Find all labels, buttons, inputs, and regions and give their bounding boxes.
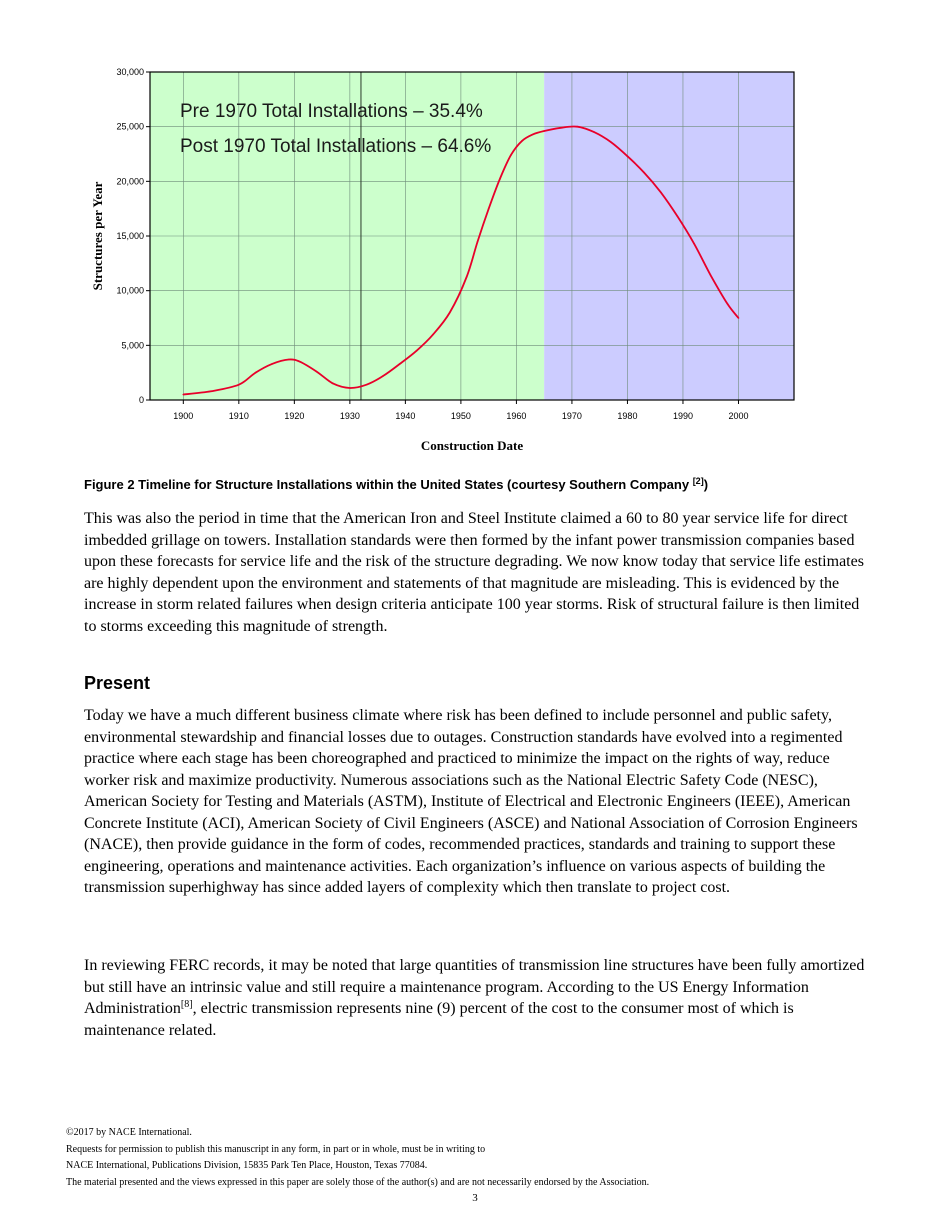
data-point	[382, 375, 384, 377]
y-tick-label: 20,000	[116, 176, 144, 187]
y-tick-label: 25,000	[116, 121, 144, 132]
data-point	[366, 384, 368, 386]
data-point	[399, 363, 401, 365]
data-point	[488, 208, 490, 210]
data-point	[416, 350, 418, 352]
annotation-pre-1970: Pre 1970 Total Installations – 35.4%	[180, 101, 483, 122]
data-point	[543, 130, 545, 132]
paragraph-service-life: This was also the period in time that the American Iron and Steel Institute claimed a 60 to 80 year service life for direct imbedded grillage on towers. Installation standards were then formed by the infant power transmission companies based upon these forecasts for service life and the risk of the structure degrading. We now know today that service life estimates are highly dependent upon the environment and statements of that magnitude are misleading. This is evidenced by the increase in storm related failures when design criteria anticipate 100 year storms. Risk of structural failure is then limited to storms exceeding this magnitude of strength.	[84, 510, 864, 635]
x-tick-label: 1900	[173, 411, 194, 421]
data-point	[449, 312, 451, 314]
x-tick-label: 1930	[339, 411, 360, 421]
footer-address: NACE International, Publications Division, 15835 Park Ten Place, Houston, Texas 77084.	[66, 1160, 428, 1172]
data-point	[477, 241, 479, 243]
x-axis-label: Construction Date	[420, 438, 524, 453]
y-tick-label: 10,000	[116, 285, 144, 296]
data-point	[643, 172, 645, 174]
x-tick-label: 1920	[284, 411, 305, 421]
ferc-text-start: In reviewing FERC records, it may be noted that large quantities of transmission line structures have been fully amortized but still have an intrinsic value and still require a maintenance program. According to the US Energy Information Administration	[84, 957, 865, 1017]
section-heading-present: Present	[84, 673, 151, 693]
data-point	[255, 372, 257, 374]
data-point	[660, 192, 662, 194]
data-point	[316, 371, 318, 373]
caption-close: )	[703, 477, 709, 492]
installations-chart	[84, 62, 804, 462]
data-point	[521, 140, 523, 142]
x-tick-label: 2000	[728, 411, 749, 421]
data-point	[288, 359, 290, 361]
data-point	[349, 387, 351, 389]
x-tick-label: 1980	[617, 411, 638, 421]
page-footer	[66, 1125, 649, 1192]
x-tick-label: 1910	[228, 411, 249, 421]
x-tick-label: 1970	[561, 411, 582, 421]
x-tick-label: 1940	[395, 411, 416, 421]
data-point	[727, 303, 729, 305]
x-tick-label: 1960	[506, 411, 527, 421]
annotation-post-1970: Post 1970 Total Installations – 64.6%	[180, 136, 492, 157]
figure-caption	[84, 476, 874, 494]
footer-disclaimer: The material presented and the views expressed in this paper are solely those of the author(s) and are not necessarily endorsed by the Association.	[66, 1177, 650, 1189]
data-point	[593, 131, 595, 133]
data-point	[466, 277, 468, 279]
y-tick-label: 15,000	[116, 231, 144, 241]
y-tick-label: 30,000	[116, 67, 144, 77]
data-point	[710, 275, 712, 277]
paragraph-present: Today we have a much different business climate where risk has been defined to include personnel and public safety, environmental stewardship and financial losses due to outages. Construction standards have evolved into a regimented practice where each stage has been choreographed and practiced to minimize the impact on the rights of way, reduce worker risk and maximize productivity. Numerous associations such as the National Electric Safety Code (NESC), American Society for Testing and Materials (ASTM), Institute of Electrical and Electronic Engineers (IEEE), American Concrete Institute (ACI), American Society of Civil Engineers (ASCE) and National Association of Corrosion Engineers (NACE), then provide guidance in the form of codes, recommended practices, standards and training to support these engineering, operations and maintenance activities. Each organization’s influence on various aspects of building the transmission superhighway has since added layers of complexity which then translate to project cost.	[84, 707, 858, 896]
chart-canvas	[84, 62, 804, 462]
data-point	[510, 154, 512, 156]
footer-permission: Requests for permission to publish this manuscript in any form, in part or in whole, must be in writing to	[66, 1143, 486, 1155]
data-point	[627, 155, 629, 157]
data-point	[677, 216, 679, 218]
data-point	[210, 391, 212, 393]
data-point	[238, 384, 240, 386]
data-point	[299, 361, 301, 363]
y-axis-label: Structures per Year	[90, 181, 105, 291]
page-number: 3	[472, 1192, 478, 1204]
data-point	[183, 394, 185, 396]
data-point	[738, 317, 740, 319]
y-tick-label: 5,000	[121, 340, 144, 351]
caption-reference: [2]	[692, 476, 704, 486]
data-point	[560, 127, 562, 129]
data-point	[693, 243, 695, 245]
x-tick-label: 1990	[672, 411, 693, 421]
data-point	[532, 134, 534, 136]
footer-copyright: ©2017 by NACE International.	[66, 1127, 192, 1138]
data-point	[610, 141, 612, 143]
data-point	[271, 363, 273, 365]
caption-text: Figure 2 Timeline for Structure Installations within the United States (courtesy Southern Company	[84, 477, 693, 492]
y-tick-label: 0	[138, 395, 144, 405]
reference-8: [8]	[180, 999, 193, 1010]
data-point	[577, 126, 579, 128]
paragraph-ferc	[84, 955, 868, 1041]
data-point	[499, 178, 501, 180]
ferc-text-end: , electric transmission represents nine (9) percent of the cost to the consumer most of which is maintenance related.	[84, 1000, 794, 1039]
data-point	[432, 334, 434, 336]
x-tick-label: 1950	[450, 411, 471, 421]
data-point	[332, 383, 334, 385]
